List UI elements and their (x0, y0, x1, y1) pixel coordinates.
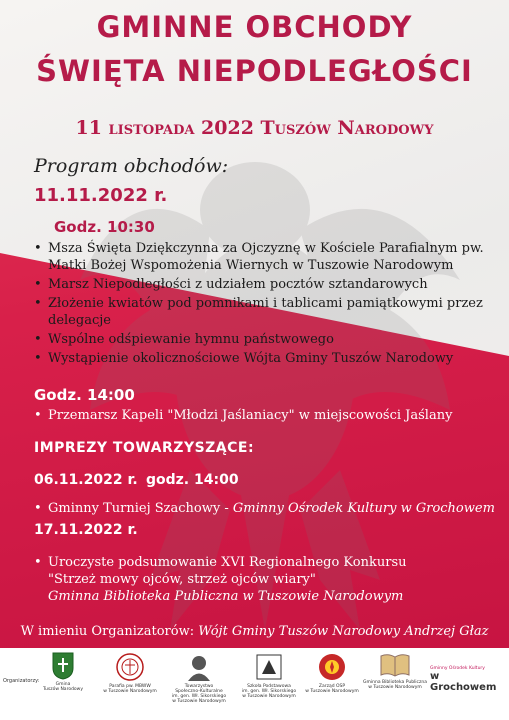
organizers-prefix: W imieniu Organizatorów: (20, 624, 199, 639)
logo-parafia: Parafia pw. MBWW w Tuszowie Narodowym (100, 652, 160, 694)
coat-of-arms-icon (52, 652, 74, 680)
logo-szkola: Szkoła Podstawowa im. gen. Wł. Sikorskiego w Tuszowie Narodowym (236, 652, 302, 699)
event2-title: • Uroczyste podsumowanie XVI Regionalnego Konkursu (48, 555, 407, 570)
portrait-icon (184, 652, 214, 682)
organizers-label: Organizatorzy: (3, 678, 40, 684)
program-date: 11.11.2022 r. (34, 185, 168, 206)
logo-biblioteka: Gminna Biblioteka Publiczna w Tuszowie Narodowym (362, 652, 428, 690)
gok-small-label: Gminny Ośrodek Kultury (430, 666, 485, 671)
page-title-line2: ŚWIĘTA NIEPODLEGŁOŚCI (36, 54, 473, 88)
block2-list (34, 407, 484, 426)
list-item: • Marsz Niepodległości z udziałem pocztów sztandarowych (34, 276, 484, 293)
organizers-line (0, 624, 509, 639)
list-item (34, 554, 504, 605)
list-item (34, 500, 504, 517)
event2-quote: "Strzeż mowy ojców, strzeż ojców wiary" (48, 572, 316, 587)
parish-seal-icon (115, 652, 145, 682)
event1-title: Gminny Turniej Szachowy - (48, 501, 233, 516)
event2-organizer: Gminna Biblioteka Publiczna w Tuszowie Narodowym (48, 589, 404, 604)
program-heading: Program obchodów: (34, 155, 229, 177)
gok-big-label: w Grochowem (430, 671, 497, 693)
events-heading: IMPREZY TOWARZYSZĄCE: (34, 440, 255, 456)
logo-towarzystwo: Towarzystwo Społeczno-Kulturalne im. gen. Wł. Sikorskiego w Tuszowie Narodowym (166, 652, 232, 704)
list-item: • Złożenie kwiatów pod pomnikami i tablicami pamiątkowymi przez delegacje (34, 295, 484, 329)
fire-brigade-icon (317, 652, 347, 682)
event-date-place: 11 listopada 2022 Tuszów Narodowy (75, 117, 434, 139)
event1-organizer: Gminny Ośrodek Kultury w Grochowem (232, 501, 495, 516)
list-item: • Przemarsz Kapeli "Młodzi Jaślaniacy" w miejscowości Jaślany (34, 407, 484, 424)
block1-list (34, 240, 484, 369)
list-item: • Wystąpienie okolicznościowe Wójta Gminy Tuszów Narodowy (34, 350, 484, 367)
book-icon (379, 652, 411, 678)
event1-date: 06.11.2022 r. (34, 472, 138, 488)
event1-list (34, 500, 504, 519)
page-title-line1: GMINNE OBCHODY (96, 10, 413, 44)
event2-date: 17.11.2022 r. (34, 522, 138, 538)
block2-time: Godz. 14:00 (34, 386, 135, 404)
logo-gmina: Gmina Tuszów Narodowy (38, 652, 88, 692)
event2-list (34, 554, 504, 607)
footer-logos (0, 648, 509, 720)
organizers-name: Wójt Gminy Tuszów Narodowy Andrzej Głaz (198, 624, 489, 639)
block1-time: Godz. 10:30 (54, 218, 155, 236)
list-item: • Wspólne odśpiewanie hymnu państwowego (34, 331, 484, 348)
school-emblem-icon (254, 652, 284, 682)
list-item: • Msza Święta Dziękczynna za Ojczyznę w Kościele Parafialnym pw. Matki Bożej Wspomożenia Wiernych w Tuszowie Narodowym (34, 240, 484, 274)
logo-osp: Zarząd OSP w Tuszowie Narodowym (302, 652, 362, 694)
event1-time: godz. 14:00 (146, 472, 239, 488)
logo-gok (430, 666, 508, 693)
